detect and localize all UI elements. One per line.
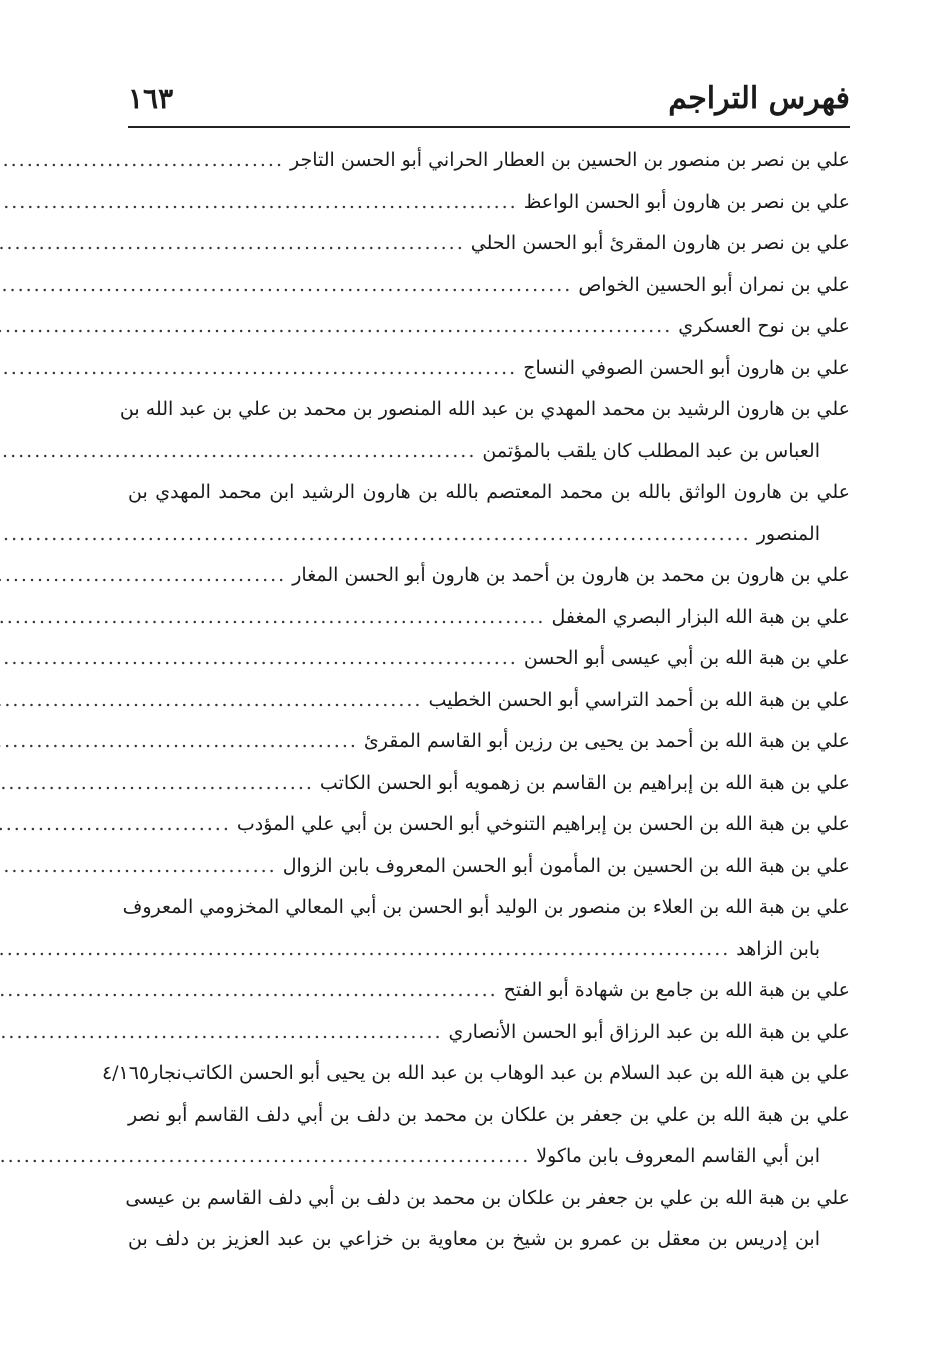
entry-continuation-line — [128, 514, 850, 556]
dot-leader — [0, 638, 518, 680]
dot-leader — [0, 929, 730, 971]
dot-leader — [0, 306, 672, 348]
entry-text: علي بن هارون الرشيد بن محمد المهدي بن عبد الله المنصور بن محمد بن علي بن عبد الله بن — [119, 398, 850, 420]
dot-leader — [0, 555, 286, 597]
index-entries — [101, 140, 850, 1261]
entry-line — [128, 555, 850, 597]
entry-line — [128, 1012, 850, 1054]
entry-text: علي بن هبة الله بن إبراهيم بن القاسم بن زهمويه أبو الحسن الكاتب — [319, 771, 850, 794]
dot-leader — [0, 348, 517, 390]
entry-text: المنصور — [756, 522, 820, 545]
entry-line — [128, 846, 850, 888]
dot-leader — [0, 1012, 443, 1054]
entry-text: علي بن هارون أبو الحسن الصوفي النساج — [523, 356, 850, 379]
entry-text: علي بن هبة الله بن العلاء بن منصور بن الوليد أبو الحسن بن أبي المعالي المخزومي المعروف — [122, 896, 850, 918]
entry-line — [128, 472, 850, 514]
entry-text: علي بن نمران أبو الحسين الخواص — [578, 273, 850, 296]
page-number: ١٦٣ — [128, 82, 174, 115]
entry-continuation-line — [128, 1136, 850, 1178]
entry-line — [128, 348, 850, 390]
entry-line — [128, 223, 850, 265]
entry-line — [101, 1053, 850, 1095]
dot-leader — [0, 970, 498, 1012]
entry-text: علي بن هبة الله البزار البصري المغفل — [551, 605, 850, 628]
entry-line — [128, 140, 850, 182]
entry-text: علي بن نوح العسكري — [678, 315, 850, 337]
entry-line — [128, 763, 850, 805]
entry-text: علي بن هارون الواثق بالله بن محمد المعتصم بالله بن هارون الرشيد ابن محمد المهدي بن — [128, 481, 850, 503]
entry-text: علي بن نصر بن هارون أبو الحسن الواعظ — [523, 190, 850, 213]
dot-leader — [0, 680, 422, 722]
entry-text: علي بن هبة الله بن أبي عيسى أبو الحسن — [523, 647, 850, 669]
entry-text: ابن إدريس بن معقل بن عمرو بن شيخ بن معاوية بن خزاعي بن عبد العزيز بن دلف بن — [128, 1228, 820, 1250]
dot-leader — [0, 514, 751, 556]
dot-leader — [0, 182, 518, 224]
entry-continuation-line — [128, 431, 850, 473]
entry-text: العباس بن عبد المطلب كان يلقب بالمؤتمن — [482, 439, 820, 462]
entry-line — [128, 721, 850, 763]
entry-text: علي بن نصر بن هارون المقرئ أبو الحسن الحلي — [470, 232, 850, 254]
dot-leader — [0, 1136, 530, 1178]
dot-leader — [0, 763, 314, 805]
entry-text: علي بن هبة الله بن أحمد بن يحيى بن رزين أبو القاسم المقرئ — [363, 730, 850, 752]
page-title: فهرس التراجم — [668, 81, 850, 116]
entry-continuation-line — [128, 929, 850, 971]
entry-line — [128, 1095, 850, 1137]
entry-line — [119, 389, 850, 431]
dot-leader — [0, 265, 572, 307]
dot-leader — [0, 597, 545, 639]
entry-text: علي بن هبة الله بن عبد الرزاق أبو الحسن الأنصاري — [448, 1020, 850, 1043]
entry-text: علي بن هبة الله بن علي بن جعفر بن علكان بن محمد بن دلف بن أبي دلف القاسم أبو نصر — [128, 1103, 850, 1126]
entry-line — [122, 887, 850, 929]
entry-text: علي بن هبة الله بن جامع بن شهادة أبو الفتح — [503, 979, 850, 1001]
dot-leader — [0, 431, 476, 473]
entry-line — [128, 306, 850, 348]
page-header — [128, 76, 850, 122]
dot-leader — [0, 846, 277, 888]
entry-continuation-line — [128, 1219, 850, 1261]
entry-line — [128, 970, 850, 1012]
entry-text: بابن الزاهد — [736, 937, 820, 960]
entry-text: علي بن هبة الله بن الحسين بن المأمون أبو الحسن المعروف بابن الزوال — [282, 854, 850, 877]
entry-text: علي بن هبة الله بن عبد السلام بن عبد الوهاب بن عبد الله بن يحيى أبو الحسن الكاتب — [181, 1062, 850, 1084]
dot-leader — [0, 223, 465, 265]
entry-text: ابن أبي القاسم المعروف بابن ماكولا — [536, 1145, 820, 1167]
entry-line — [128, 680, 850, 722]
dot-leader — [0, 804, 231, 846]
entry-text: علي بن نصر بن منصور بن الحسين بن العطار الحراني أبو الحسن التاجر — [290, 149, 850, 171]
entry-line — [128, 638, 850, 680]
entry-text: علي بن هبة الله بن أحمد التراسي أبو الحسن الخطيب — [428, 688, 850, 711]
entry-line — [128, 265, 850, 307]
entry-line — [128, 597, 850, 639]
entry-text: علي بن هبة الله بن الحسن بن إبراهيم التنوخي أبو الحسن بن أبي علي المؤدب — [236, 813, 850, 835]
entry-text: علي بن هبة الله بن علي بن جعفر بن علكان بن محمد بن دلف بن أبي دلف القاسم بن عيسى — [125, 1186, 850, 1209]
source-reference: نجار٤/١٦٥ — [101, 1062, 182, 1084]
entry-text: علي بن هارون بن محمد بن هارون بن أحمد بن هارون أبو الحسن المغار — [292, 564, 850, 586]
entry-line — [125, 1178, 850, 1220]
entry-line — [128, 804, 850, 846]
header-rule — [128, 126, 850, 128]
dot-leader — [0, 140, 284, 182]
dot-leader — [0, 721, 358, 763]
entry-line — [128, 182, 850, 224]
